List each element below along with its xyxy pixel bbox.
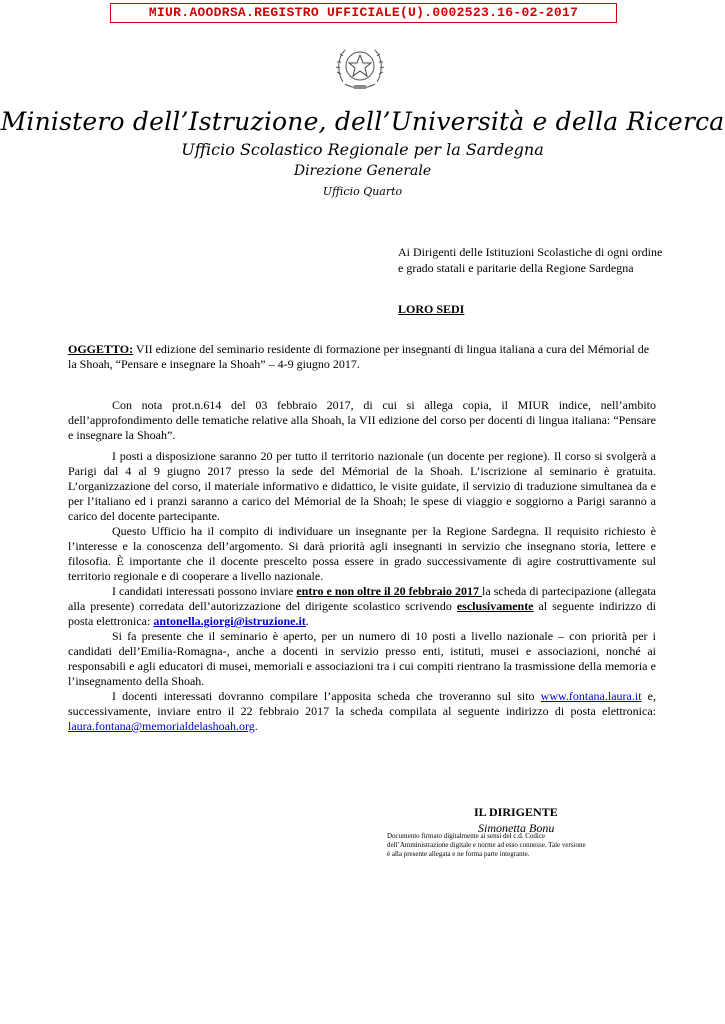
regional-office-title: Ufficio Scolastico Regionale per la Sardegna	[181, 140, 544, 159]
paragraph-4	[68, 584, 656, 629]
paragraph-6	[68, 689, 656, 734]
direction-title: Direzione Generale	[293, 163, 432, 179]
p4-text-a: I candidati interessati possono inviare	[112, 584, 297, 598]
deadline: entro e non oltre il 20 febbraio 2017	[296, 584, 483, 598]
paragraph-2: I posti a disposizione saranno 20 per tutto il territorio nazionale (un docente per regione). Il corso si svolgerà a Parigi dal 4 al 9 giugno 2017 presso la sede del Mémorial de la Shoah. L’iscrizione al seminario è gratuita. L’organizzazione del corso, il materiale informativo e didattico, le visite guidate, il servizio di traduzione simultanea da e per l’italiano ed i pranzi saranno a carico del Mémorial de la Shoah; le spese di viaggio e soggiorno a Parigi saranno a carico del docente partecipante.	[68, 449, 656, 523]
recipients: Ai Dirigenti delle Istituzioni Scolastiche di ogni ordine e grado statali e paritarie della Regione Sardegna	[398, 245, 663, 275]
p6-text-a: I docenti interessati dovranno compilare l’apposita scheda che troveranno sul sito	[112, 689, 541, 703]
protocol-stamp: MIUR.AOODRSA.REGISTRO UFFICIALE(U).0002523.16-02-2017	[110, 3, 617, 23]
p4-text-d: .	[305, 614, 309, 628]
signatory-title: IL DIRIGENTE	[474, 805, 558, 819]
italian-republic-emblem-icon	[335, 42, 385, 94]
digital-signature-note: Documento firmato digitalmente ai sensi del c.d. Codice dell’Amministrazione digitale e norme ad esso connesse. Tale versione è alla presente allegata e ne forma parte integrante.	[387, 832, 586, 858]
paragraph-1: Con nota prot.n.614 del 03 febbraio 2017, di cui si allega copia, il MIUR indice, nell’ambito dell’approfondimento delle tematiche relative alla Shoah, la VII edizione del corso per docenti di lingua italiana: “Pensare e insegnare la Shoah”.	[68, 398, 656, 442]
subject-label: OGGETTO:	[68, 342, 134, 356]
letter-body	[68, 398, 656, 734]
p4-text-b: la scheda di partecipazione (allegata alla presente) corredata dell’autorizzazione del dirigente scolastico scrivendo	[68, 584, 656, 613]
ministry-title: Ministero dell’Istruzione, dell’Università e della Ricerca	[0, 107, 725, 136]
p6-text-b: e, successivamente, inviare entro il 22 febbraio 2017 la scheda compilata al seguente indirizzo di posta elettronica:	[68, 689, 656, 718]
p6-text-c: .	[254, 719, 258, 733]
website-link[interactable]: www.fontana.laura.it	[540, 689, 642, 703]
p4-text-c: al seguente indirizzo di posta elettronica:	[68, 599, 656, 628]
email-link-giorgi[interactable]: antonella.giorgi@istruzione.it	[153, 614, 306, 628]
signatory-name: Simonetta Bonu	[478, 821, 555, 835]
paragraph-5: Si fa presente che il seminario è aperto, per un numero di 10 posti a livello nazionale – con priorità per i candidati dell’Emilia-Romagna-, anche a docenti in servizio presso enti, istituti, musei e associazioni, nonché ai responsabili e agli educatori di musei, memoriali e associazioni tra i cui compiti rientrano la trasmissione della memoria e l’insegnamento della Shoah.	[68, 629, 656, 688]
paragraph-3: Questo Ufficio ha il compito di individuare un insegnante per la Regione Sardegna. Il requisito richiesto è l’interesse e la conoscenza dell’argomento. Si darà priorità agli insegnanti in servizio che insegnano storia, lettere e filosofia. È importante che il docente prescelto possa essere in grado successivamente di agire costruttivamente sul territorio regionale e di cooperare a livello nazionale.	[68, 524, 656, 583]
subject	[68, 342, 656, 372]
exclusively: esclusivamente	[456, 599, 534, 613]
subject-text: VII edizione del seminario residente di formazione per insegnanti di lingua italiana a cura del Mémorial de la Shoah, “Pensare e insegnare la Shoah” – 4-9 giugno 2017.	[68, 342, 650, 371]
loro-sedi: LORO SEDI	[398, 302, 465, 316]
unit-title: Ufficio Quarto	[322, 185, 403, 198]
email-link-fontana[interactable]: laura.fontana@memorialdelashoah.org	[68, 719, 255, 733]
